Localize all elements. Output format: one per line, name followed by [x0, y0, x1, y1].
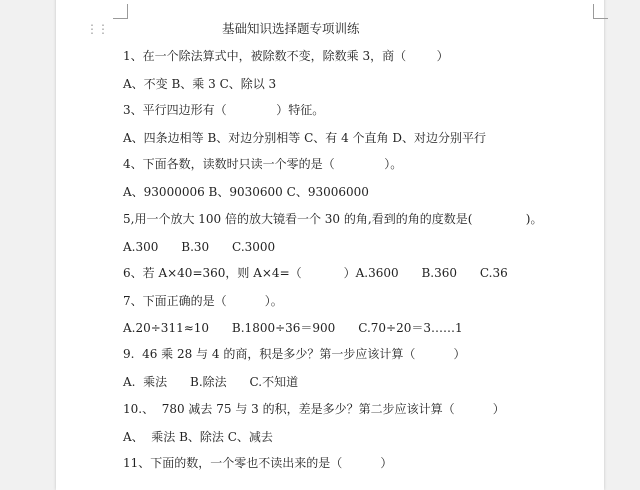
question-1-options: A、不变 B、乘 3 C、除以 3: [123, 77, 277, 91]
question-4-options: A、93000006 B、9030600 C、93006000: [123, 185, 369, 199]
question-11: 11、下面的数，一个零也不读出来的是（ ）: [123, 456, 393, 470]
question-3: 3、平行四边形有（ ）特征。: [123, 103, 325, 117]
question-10-options: A、 乘法 B、除法 C、减去: [123, 430, 273, 444]
question-9-options: A. 乘法 B.除法 C.不知道: [123, 375, 299, 389]
question-9: 9. 46 乘 28 与 4 的商，积是多少？第一步应该计算（ ）: [123, 347, 466, 361]
question-7-options: A.20÷311≈10 B.1800÷36＝900 C.70÷20＝3……1: [123, 321, 463, 335]
margin-corner-mark: [593, 4, 608, 19]
document-title: 基础知识选择题专项训练: [222, 21, 360, 36]
question-7: 7、下面正确的是（ ）。: [123, 294, 283, 308]
question-10: 10.、 780 减去 75 与 3 的积，差是多少？第二步应该计算（ ）: [123, 402, 505, 416]
drag-handle-icon[interactable]: ⋮⋮: [86, 22, 108, 36]
question-4: 4、下面各数，读数时只读一个零的是（ ）。: [123, 157, 403, 171]
question-6: 6、若 A×40=360，则 A×4=（ ）A.3600 B.360 C.36: [123, 266, 508, 280]
question-1: 1、在一个除法算式中，被除数不变，除数乘 3，商（ ）: [123, 49, 449, 63]
margin-corner-mark: [113, 4, 128, 19]
question-5: 5,用一个放大 100 倍的放大镜看一个 30 的角,看到的角的度数是( )。: [123, 212, 543, 226]
question-5-options: A.300 B.30 C.3000: [123, 240, 276, 254]
question-3-options: A、四条边相等 B、对边分别相等 C、有 4 个直角 D、对边分别平行: [123, 131, 486, 145]
